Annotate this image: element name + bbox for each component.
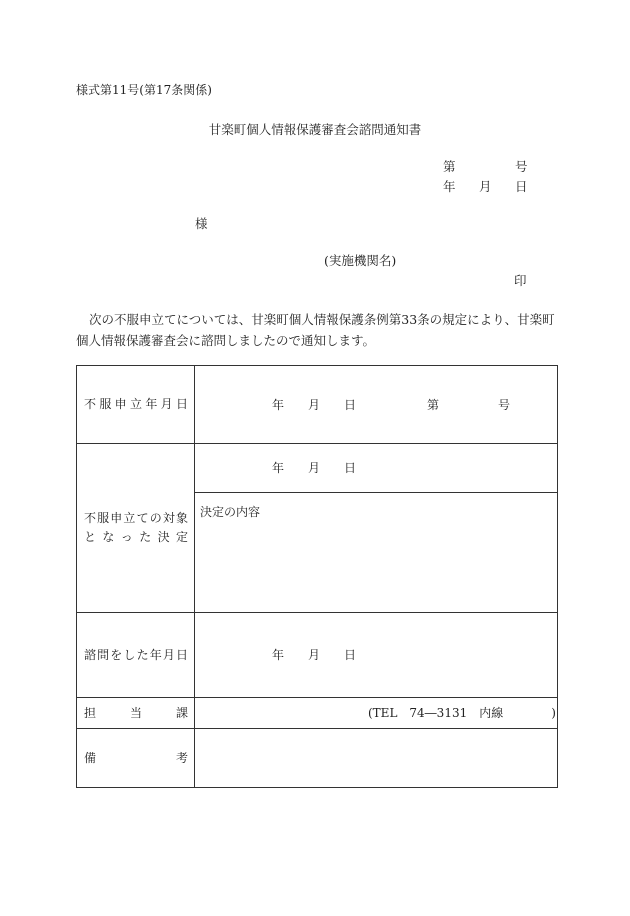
body-text: 次の不服申立てについては、甘楽町個人情報保護条例第33条の規定により、甘楽町個人情報保護審査会に諮問しましたので通知します。 xyxy=(76,312,555,348)
consult-year-label: 年 xyxy=(272,648,285,662)
value-decision-content[interactable] xyxy=(195,493,558,613)
value-section[interactable] xyxy=(195,698,558,729)
row-appeal-date xyxy=(77,366,558,444)
label-appeal-date: 不服申立年月日 xyxy=(77,366,195,444)
agency-name-label: (実施機関名) xyxy=(324,253,397,268)
label-consult-date: 諮問をした年月日 xyxy=(77,613,195,698)
appeal-day-label: 日 xyxy=(344,398,357,412)
decision-year-label: 年 xyxy=(272,461,285,475)
date-month-label: 月 xyxy=(479,179,492,194)
value-appeal-date[interactable] xyxy=(195,366,558,444)
decision-content-label: 決定の内容 xyxy=(200,505,261,519)
appeal-no-suffix: 号 xyxy=(498,398,511,412)
consult-month-label: 月 xyxy=(308,648,321,662)
row-consult-date xyxy=(77,613,558,698)
document-title: 甘楽町個人情報保護審査会諮問通知書 xyxy=(208,122,422,137)
doc-number-suffix: 号 xyxy=(515,159,528,174)
form-number: 様式第11号(第17条関係) xyxy=(76,83,212,97)
consult-day-label: 日 xyxy=(344,648,357,662)
value-consult-date[interactable] xyxy=(195,613,558,698)
decision-day-label: 日 xyxy=(344,461,357,475)
value-decision-date[interactable] xyxy=(195,444,558,493)
label-decision: 不服申立ての対象 となった決定 xyxy=(77,444,195,613)
notification-form-table xyxy=(76,365,558,788)
date-year-label: 年 xyxy=(443,179,456,194)
row-section xyxy=(77,698,558,729)
label-section: 担当課 xyxy=(77,698,195,729)
doc-number-prefix: 第 xyxy=(443,159,456,174)
appeal-month-label: 月 xyxy=(308,398,321,412)
date-day-label: 日 xyxy=(515,179,528,194)
section-tel: (TEL 74―3131 内線 ) xyxy=(368,706,556,720)
appeal-no-prefix: 第 xyxy=(427,398,440,412)
value-remarks[interactable] xyxy=(195,729,558,788)
label-remarks: 備考 xyxy=(77,729,195,788)
row-decision-date xyxy=(77,444,558,493)
appeal-year-label: 年 xyxy=(272,398,285,412)
seal-mark: 印 xyxy=(514,273,527,288)
row-remarks xyxy=(77,729,558,788)
decision-month-label: 月 xyxy=(308,461,321,475)
recipient-honorific: 様 xyxy=(195,216,208,231)
